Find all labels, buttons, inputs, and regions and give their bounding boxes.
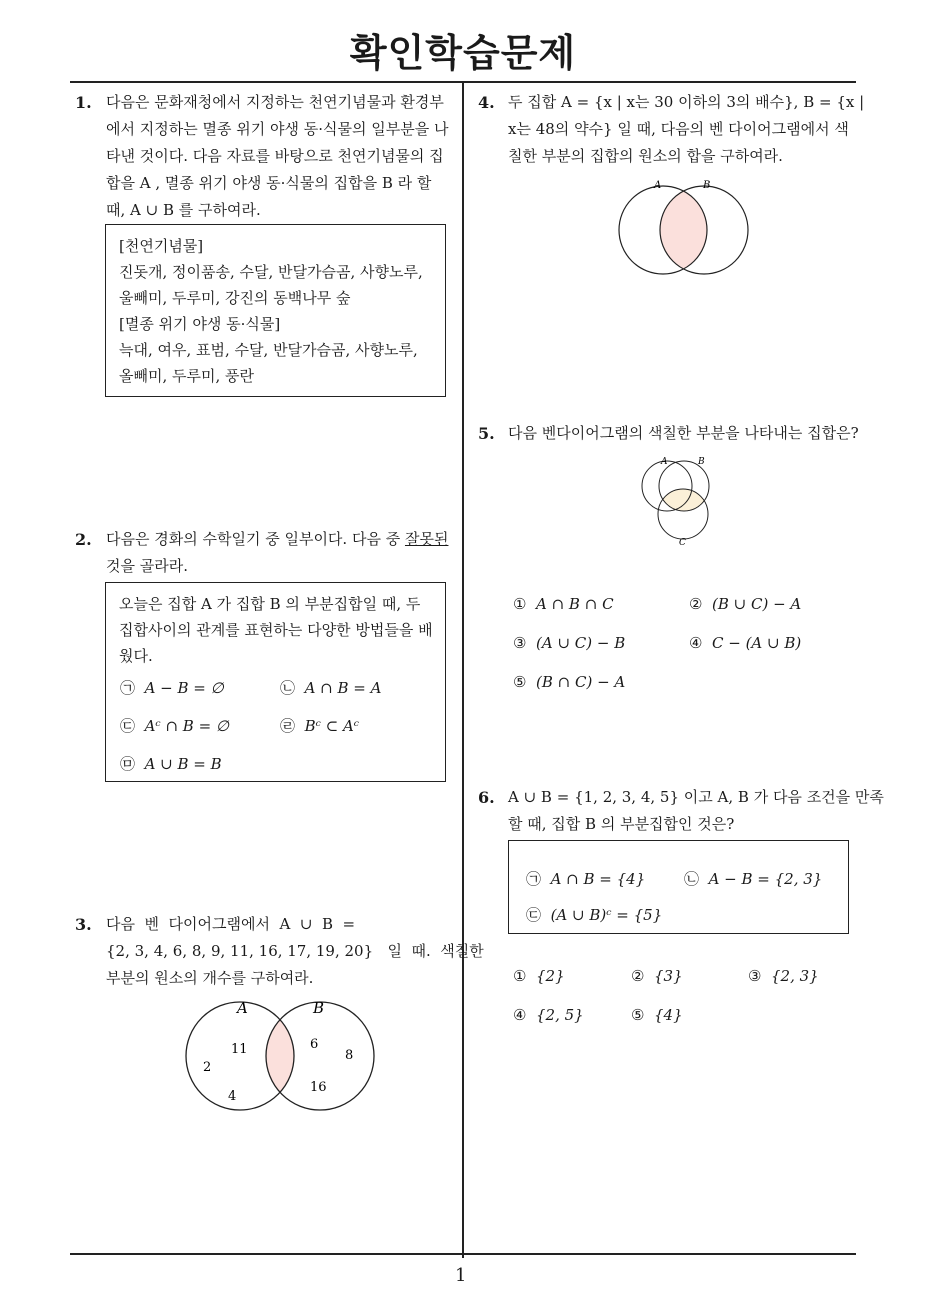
element-label: 11 (231, 1042, 248, 1057)
question-3-text (106, 911, 484, 992)
answer-option[interactable]: ① {2} (513, 967, 565, 985)
question-2-text (106, 526, 461, 580)
statement-item: ㉠ A − B = ∅ (120, 679, 224, 697)
box-line: 올빼미, 두루미, 풍란 (119, 367, 254, 385)
box-line: [멸종 위기 야생 동·식물] (119, 315, 281, 333)
element-label: 8 (345, 1048, 354, 1063)
label-c: C (679, 538, 686, 548)
question-1-line: 에서 지정하는 멸종 위기 야생 동·식물의 일부분을 나 (106, 120, 449, 138)
box-line: 웠다. (119, 647, 153, 665)
answer-option[interactable]: ④ {2, 5} (513, 1006, 584, 1024)
statement-item: ㉤ A ∪ B = B (120, 755, 222, 773)
answer-option[interactable]: ② {3} (631, 967, 683, 985)
condition-item: ㉠ A ∩ B = {4} (526, 870, 646, 888)
label-b: B (313, 999, 325, 1017)
question-3-number: 3. (75, 915, 92, 934)
question-6-line: A ∪ B = {1, 2, 3, 4, 5} 이고 A, B 가 다음 조건을 만족 (508, 788, 884, 806)
question-1-line: 타낸 것이다. 다음 자료를 바탕으로 천연기념물의 집 (106, 147, 444, 165)
question-1-line: 다음은 문화재청에서 지정하는 천연기념물과 환경부 (106, 93, 444, 111)
question-3-line: 부분의 원소의 개수를 구하여라. (106, 969, 314, 987)
question-1-number: 1. (75, 93, 92, 112)
question-6-conditions-box (508, 840, 849, 934)
page-title: 확인학습문제 (349, 31, 577, 75)
question-1-line: 때, A ∪ B 를 구하여라. (106, 201, 261, 219)
element-label: 6 (310, 1037, 319, 1052)
question-6-line: 할 때, 집합 B 의 부분집합인 것은? (508, 815, 735, 833)
question-3-venn-diagram (180, 995, 385, 1125)
box-line: 진돗개, 정이품송, 수달, 반달가슴곰, 사향노루, (119, 263, 423, 281)
question-1-text (106, 89, 456, 224)
page-number: 1 (455, 1265, 467, 1286)
statement-item: ㉣ Bᶜ ⊂ Aᶜ (280, 717, 360, 735)
question-4-venn-diagram (608, 176, 758, 276)
question-3-set: {2, 3, 4, 6, 8, 9, 11, 16, 17, 19, 20} (106, 942, 374, 960)
question-4-line: 두 집합 A = {x | x는 30 이하의 3의 배수}, B = {x | (508, 93, 865, 111)
question-6-number: 6. (478, 788, 495, 807)
question-1-data-box (105, 224, 446, 397)
question-2-diary-box (105, 582, 446, 782)
answer-option[interactable]: ④ C − (A ∪ B) (689, 634, 802, 652)
element-label: 4 (228, 1089, 237, 1104)
question-3-line: 다음 벤 다이어그램에서 A ∪ B = (106, 915, 356, 933)
element-label: 16 (310, 1080, 327, 1095)
box-line: 오늘은 집합 A 가 집합 B 의 부분집합일 때, 두 (119, 595, 421, 613)
label-b: B (703, 180, 711, 191)
box-line: 늑대, 여우, 표범, 수달, 반달가슴곰, 사향노루, (119, 341, 418, 359)
condition-item: ㉢ (A ∪ B)ᶜ = {5} (526, 906, 663, 924)
question-3-line: 일 때. 색칠한 (387, 942, 484, 960)
column-divider (462, 82, 464, 1258)
box-line: [천연기념물] (119, 237, 204, 255)
question-4-text (508, 89, 865, 170)
condition-item: ㉡ A − B = {2, 3} (684, 870, 823, 888)
question-2-line: 다음은 경화의 수학일기 중 일부이다. 다음 중 (106, 530, 405, 548)
answer-option[interactable]: ⑤ {4} (631, 1006, 683, 1024)
question-5-number: 5. (478, 424, 495, 443)
question-4-line: 칠한 부분의 집합의 원소의 합을 구하여라. (508, 147, 783, 165)
question-4-line: x는 48의 약수} 일 때, 다음의 벤 다이어그램에서 색 (508, 120, 849, 138)
answer-option[interactable]: ⑤ (B ∩ C) − A (513, 673, 626, 691)
label-a: A (237, 999, 248, 1017)
statement-item: ㉢ Aᶜ ∩ B = ∅ (120, 717, 229, 735)
question-4-number: 4. (478, 93, 495, 112)
label-a: A (654, 180, 662, 191)
element-label: 2 (203, 1060, 212, 1075)
question-2-underlined-word: 잘못된 (404, 530, 449, 548)
box-line: 울빼미, 두루미, 강진의 동백나무 숲 (119, 289, 351, 307)
statement-item: ㉡ A ∩ B = A (280, 679, 382, 697)
answer-option[interactable]: ② (B ∪ C) − A (689, 595, 802, 613)
question-5-text: 다음 벤다이어그램의 색칠한 부분을 나타내는 집합은? (508, 424, 859, 442)
circle-a (642, 461, 692, 511)
question-2-line: 것을 골라라. (106, 557, 188, 575)
question-5-venn-diagram (634, 453, 714, 548)
answer-option[interactable]: ① A ∩ B ∩ C (513, 595, 614, 613)
answer-option[interactable]: ③ (A ∪ C) − B (513, 634, 626, 652)
box-line: 집합사이의 관계를 표현하는 다양한 방법들을 배 (119, 621, 433, 639)
label-a: A (661, 457, 668, 467)
question-6-text (508, 784, 884, 838)
answer-option[interactable]: ③ {2, 3} (748, 967, 819, 985)
question-1-line: 합을 A , 멸종 위기 야생 동·식물의 집합을 B 라 할 (106, 174, 432, 192)
question-2-number: 2. (75, 530, 92, 549)
bottom-rule (70, 1253, 856, 1255)
label-b: B (698, 457, 705, 467)
